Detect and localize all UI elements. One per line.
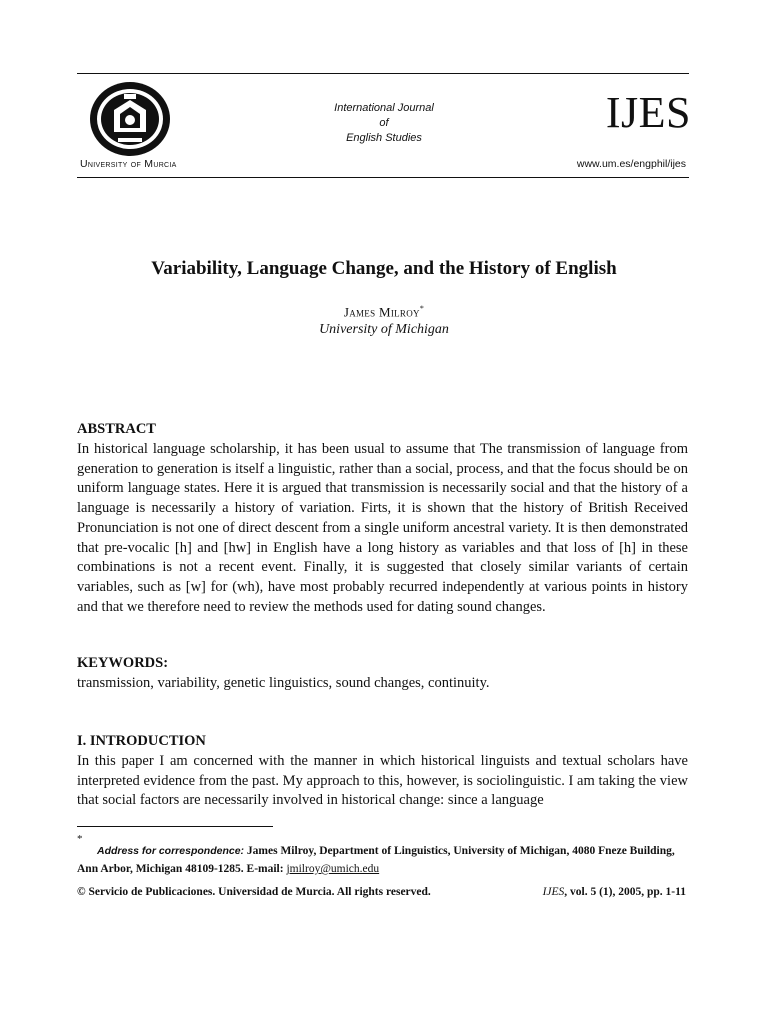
journal-url[interactable]: www.um.es/engphil/ijes xyxy=(576,158,686,170)
journal-logo: IJES xyxy=(605,88,691,137)
footnote-mark: * xyxy=(77,833,83,845)
author-name: James Milroy xyxy=(343,304,420,320)
footnote-email-link[interactable]: jmilroy@umich.edu xyxy=(286,863,380,875)
author-line xyxy=(0,304,768,320)
footnote-label: Address for correspondence: xyxy=(97,845,245,857)
footnote-text: James Milroy, Department of Linguistics, University of Michigan, 4080 Fneze Building, Ann Arbor, Michigan 48109-1285. E-mail: xyxy=(77,845,675,875)
university-name: University of Murcia xyxy=(80,158,177,170)
journal-name xyxy=(300,101,468,146)
abstract-heading: ABSTRACT xyxy=(77,421,156,437)
author-footnote-mark[interactable]: * xyxy=(419,304,425,313)
footnote-rule xyxy=(77,826,273,827)
article-title: Variability, Language Change, and the History of English xyxy=(151,258,617,279)
introduction-text: In this paper I am concerned with the manner in which historical linguists and textual scholars have interpreted evidence from the past. My approach to this, however, is sociolinguistic. I am taking the view that social factors are necessarily involved in historical change: since a language xyxy=(77,753,688,809)
journal-name-line3: English Studies xyxy=(346,132,422,144)
copyright-notice: © Servicio de Publicaciones. Universidad de Murcia. All rights reserved. xyxy=(77,886,431,898)
citation-journal: IJES xyxy=(542,886,565,898)
keywords-heading: KEYWORDS: xyxy=(77,655,169,671)
header-top-rule xyxy=(77,73,689,74)
introduction-heading: I. INTRODUCTION xyxy=(77,733,206,749)
author-affiliation: University of Michigan xyxy=(319,322,449,337)
journal-citation xyxy=(543,886,686,898)
footnote xyxy=(77,842,688,878)
journal-name-line2: of xyxy=(379,117,389,129)
university-seal-icon xyxy=(88,80,172,158)
keywords-text: transmission, variability, genetic linguistics, sound changes, continuity. xyxy=(77,675,490,691)
abstract-text: In historical language scholarship, it has been usual to assume that The transmission of language from generation to generation is itself a linguistic, rather than a social, process, and that the focus should be on uniform language states. Here it is argued that transmission is necessarily social and that the history of a language is necessarily a history of variation. Firts, it is shown that the history of British Received Pronunciation is not one of direct descent from a single uniform ancestral variety. It is then demonstrated that pre-vocalic [h] and [hw] in English have a long history as variables and that loss of [h] in these combinations is not a recent event. Finally, it is suggested that closely similar variants of certain variables, such as [w] for (wh), have most probably recurred independently at various points in history and that we therefore need to review the methods used for dating sound changes. xyxy=(77,441,688,615)
header-bottom-rule xyxy=(77,177,689,178)
citation-details: , vol. 5 (1), 2005, pp. 1-11 xyxy=(564,886,686,898)
journal-name-line1: International Journal xyxy=(334,102,434,114)
